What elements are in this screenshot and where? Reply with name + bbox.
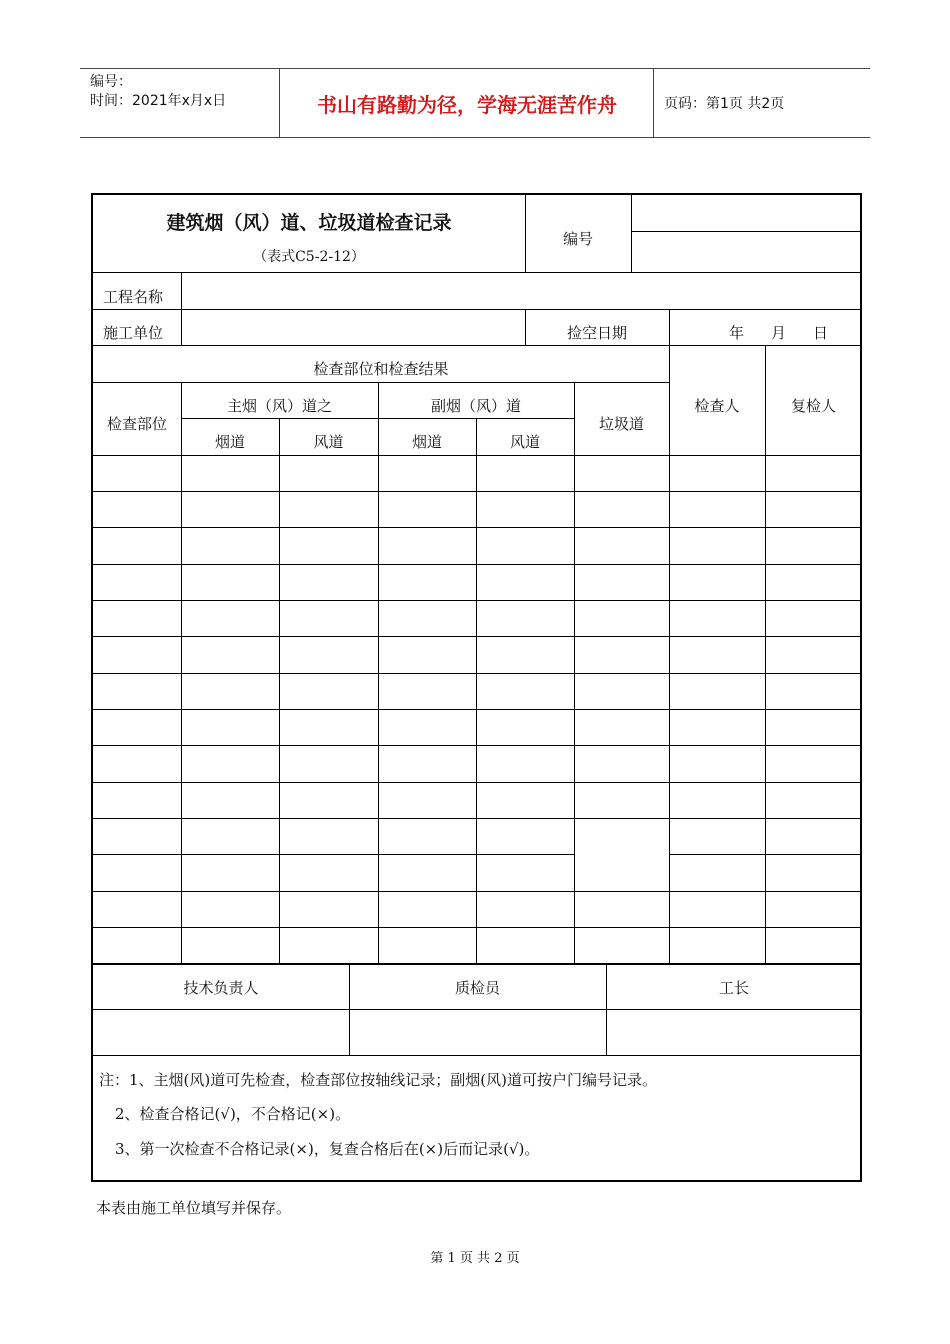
document-header — [80, 68, 870, 138]
number-field-1[interactable] — [632, 195, 862, 231]
inspect-date-label: 捡空日期 — [566, 324, 627, 342]
quality-inspector-signature[interactable] — [350, 1010, 606, 1055]
garbage-chute-header: 垃圾道 — [598, 415, 644, 433]
inspection-form — [91, 193, 862, 1182]
reinspector-header: 复检人 — [790, 397, 836, 415]
sub-flue-header: 副烟（风）道 — [430, 397, 521, 415]
quality-inspector-label: 质检员 — [454, 979, 500, 997]
header-motto: 书山有路勤为径，学海无涯苦作舟 — [281, 69, 654, 137]
tech-lead-signature[interactable] — [93, 1010, 349, 1055]
sub-smoke-duct-header: 烟道 — [411, 433, 442, 451]
project-name-label: 工程名称 — [103, 288, 164, 306]
date-month-label: 月 — [771, 324, 787, 342]
header-meta — [80, 69, 280, 137]
note-3: 3、第一次检查不合格记录(×)，复查合格后在(×)后而记录(√)。 — [115, 1140, 540, 1158]
header-time-label: 时间：2021年x月x日 — [90, 93, 227, 109]
header-page-label: 页码：第1页 共2页 — [664, 96, 785, 112]
sub-air-duct-header: 风道 — [509, 433, 540, 451]
note-2: 2、检查合格记(√)，不合格记(×)。 — [115, 1105, 351, 1123]
foreman-label: 工长 — [718, 979, 749, 997]
number-field-2[interactable] — [632, 232, 862, 272]
main-flue-header: 主烟（风）道之 — [226, 397, 332, 415]
construction-unit-label: 施工单位 — [103, 324, 164, 342]
date-year-label: 年 — [729, 324, 745, 342]
header-number-label: 编号： — [90, 74, 132, 90]
section-header: 检查部位和检查结果 — [313, 360, 449, 378]
date-day-label: 日 — [813, 324, 829, 342]
inspector-header: 检查人 — [694, 397, 740, 415]
fill-instruction: 本表由施工单位填写并保存。 — [96, 1199, 292, 1217]
foreman-signature[interactable] — [607, 1010, 862, 1055]
number-label: 编号 — [562, 230, 593, 248]
tech-lead-label: 技术负责人 — [183, 979, 259, 997]
form-subtitle: （表式C5-2-12） — [253, 249, 365, 265]
page-footer: 第 1 页 共 2 页 — [430, 1251, 520, 1266]
main-air-duct-header: 风道 — [313, 433, 344, 451]
construction-unit-field[interactable] — [182, 310, 525, 345]
form-title: 建筑烟（风）道、垃圾道检查记录 — [166, 212, 452, 234]
note-1: 注：1、主烟(风)道可先检查，检查部位按轴线记录；副烟(风)道可按户门编号记录。 — [99, 1071, 657, 1089]
main-smoke-duct-header: 烟道 — [214, 433, 245, 451]
project-name-field[interactable] — [182, 273, 862, 309]
inspect-part-header: 检查部位 — [106, 415, 167, 433]
